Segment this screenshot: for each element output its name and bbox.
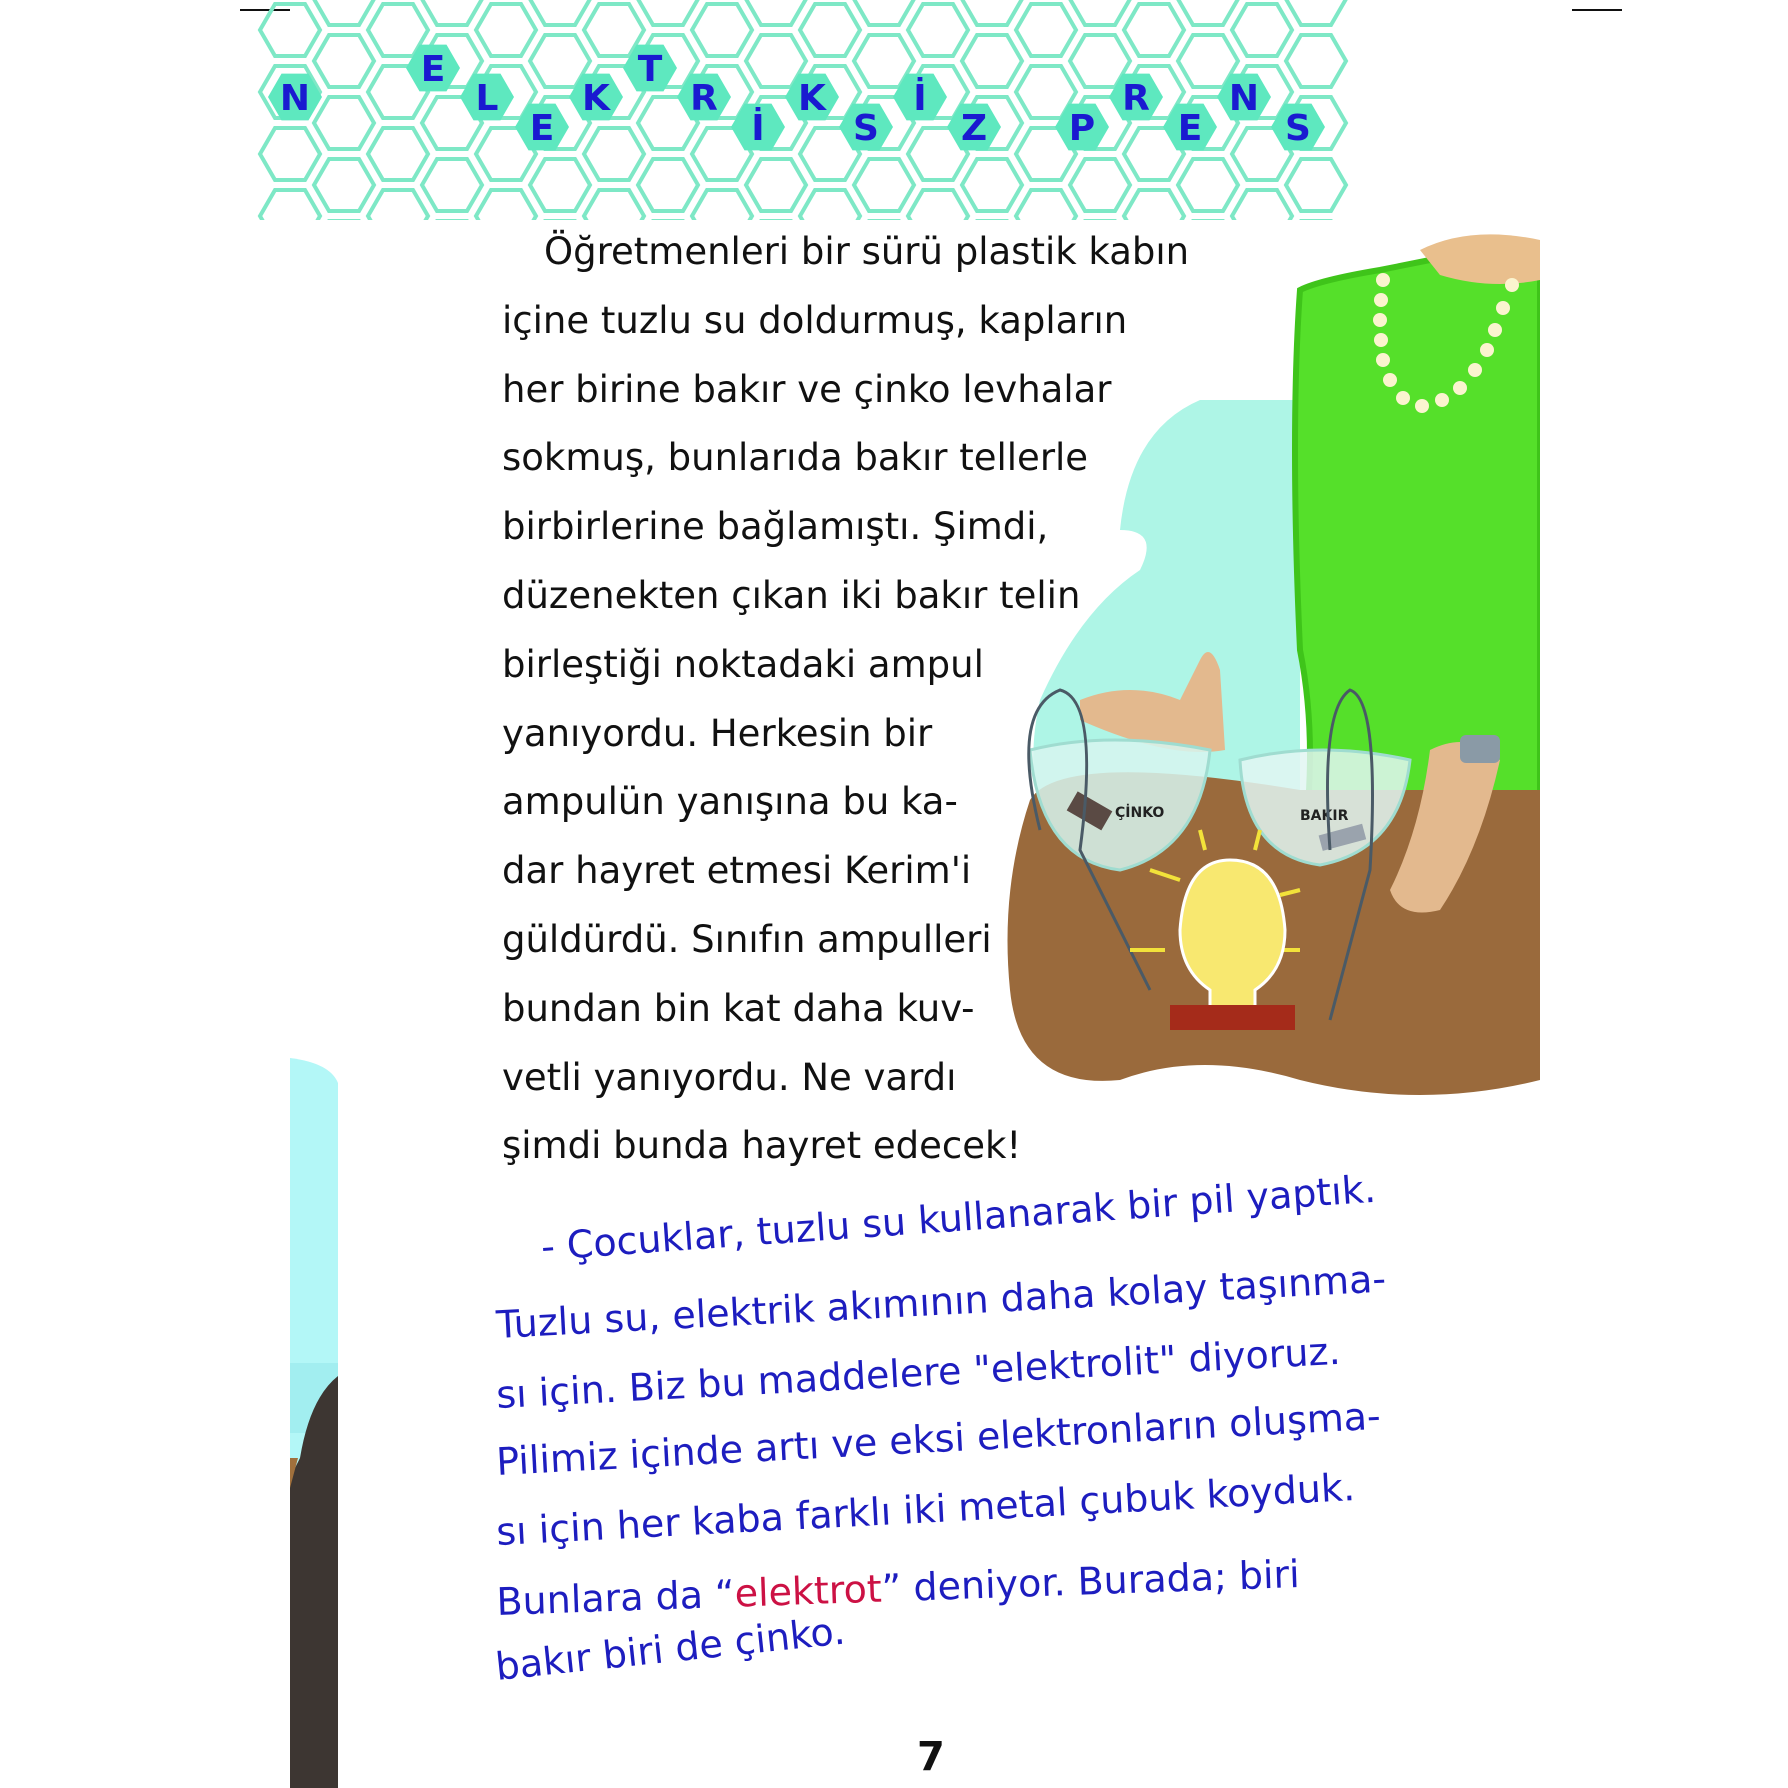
title-letter: T [637,49,663,90]
title-letter: E [529,108,555,149]
honeycomb-cell [908,190,968,220]
honeycomb-cell [314,97,374,149]
honeycomb-cell [260,190,320,220]
honeycomb-cell [530,159,590,211]
title-banner [0,0,1788,220]
honeycomb-cell [908,4,968,56]
honeycomb-cell [368,190,428,220]
honeycomb-cell [638,159,698,211]
dialogue-line [496,1552,1301,1624]
honeycomb-cell [422,159,482,211]
title-letter-tile [460,74,514,121]
narration-line: Öğretmenleri bir sürü plastik kabın [544,230,1190,273]
narration-line: her birine bakır ve çinko levhalar [502,367,1112,411]
honeycomb-cell [746,0,806,25]
honeycomb-cell [800,4,860,56]
title-letter: K [582,78,610,119]
narration-line: ampulün yanışına bu ka- [502,780,958,824]
honeycomb-cell [1016,190,1076,220]
dialogue-line: Pilimiz içinde artı ve eksi elektronların oluşma- [495,1393,1382,1484]
honeycomb-cell [1178,159,1238,211]
title-letter: İ [751,108,765,149]
dialogue-line: Tuzlu su, elektrik akımının daha kolay taşınma- [495,1256,1388,1347]
honeycomb-cell [1286,35,1346,87]
title-letter: S [1285,108,1311,149]
title-letter: R [1122,78,1150,119]
highlighted-term-elektrot: elektrot [733,1566,883,1616]
title-letter: E [1177,108,1203,149]
narration-line: yanıyordu. Herkesin bir [502,711,933,755]
title-letter: S [853,108,879,149]
narration-line: içine tuzlu su doldurmuş, kapların [502,298,1128,342]
narration-line: vetli yanıyordu. Ne vardı [502,1055,957,1099]
dialogue-line: sı için her kaba farklı iki metal çubuk koyduk. [495,1465,1357,1554]
dialogue-text: Bunlara da “ [495,1571,736,1624]
title-letter: K [798,78,826,119]
honeycomb-cell [314,35,374,87]
honeycomb-cell [1124,4,1184,56]
bulb-base [1170,1005,1295,1030]
honeycomb-cell [692,190,752,220]
honeycomb-cell [314,0,374,25]
honeycomb-cell [746,159,806,211]
dialogue-line: sı için. Biz bu maddelere "elektrolit" diyoruz. [495,1328,1342,1417]
narration-line: düzenekten çıkan iki bakır telin [502,573,1081,617]
narration-line: birbirlerine bağlamıştı. Şimdi, [502,505,1049,549]
honeycomb-cell [476,4,536,56]
honeycomb-cell [692,4,752,56]
honeycomb-cell [1232,190,1292,220]
honeycomb-cell [1070,159,1130,211]
title-letter: N [279,78,311,119]
narration-line: dar hayret etmesi Kerim'i [502,849,972,893]
honeycomb-cell [854,0,914,25]
dialogue-line: - Çocuklar, tuzlu su kullanarak bir pil yaptık. [539,1166,1378,1269]
honeycomb-cell [1178,0,1238,25]
title-letter: İ [913,78,927,119]
honeycomb-cell [260,128,320,180]
title-letter: L [475,78,499,119]
honeycomb-cell [962,0,1022,25]
dialogue-line: bakır biri de çinko. [493,1608,848,1689]
honeycomb-cell [962,159,1022,211]
honeycomb-cell [368,128,428,180]
honeycomb-cell [1016,4,1076,56]
title-letter: N [1228,78,1260,119]
title-letter: E [420,49,446,90]
narration-line: şimdi bunda hayret edecek! [502,1124,1022,1168]
title-letter: R [690,78,718,119]
wristwatch [1460,735,1500,763]
title-letter: Z [960,108,988,149]
honeycomb-cell [584,190,644,220]
dialogue-text: ” deniyor. Burada; biri [880,1551,1301,1611]
bowl-left-label: ÇİNKO [1115,805,1165,821]
bowl-right-label: BAKIR [1300,808,1349,824]
honeycomb-cell [1124,190,1184,220]
narration-line: bundan bin kat daha kuv- [502,986,975,1030]
honeycomb-cell [962,35,1022,87]
honeycomb-cell [260,4,320,56]
narration-line: birleştiği noktadaki ampul [502,642,984,686]
narration-line: güldürdü. Sınıfın ampulleri [502,917,992,961]
honeycomb-cell [476,190,536,220]
honeycomb-cell [1286,159,1346,211]
honeycomb-cell [314,159,374,211]
honeycomb-cell [1286,0,1346,25]
left-edge-illustration [290,1058,338,1788]
honeycomb-cell [638,0,698,25]
honeycomb-cell [422,0,482,25]
honeycomb-cell [854,159,914,211]
honeycomb-cell [800,190,860,220]
teacher-battery-illustration [1000,230,1540,1130]
narration-line: sokmuş, bunlarıda bakır tellerle [502,436,1089,480]
honeycomb-cell [584,128,644,180]
honeycomb-cell [1070,0,1130,25]
honeycomb-cell [1232,4,1292,56]
honeycomb-cell [530,0,590,25]
title-letter: P [1068,108,1096,149]
page-number: 7 [917,1734,945,1780]
